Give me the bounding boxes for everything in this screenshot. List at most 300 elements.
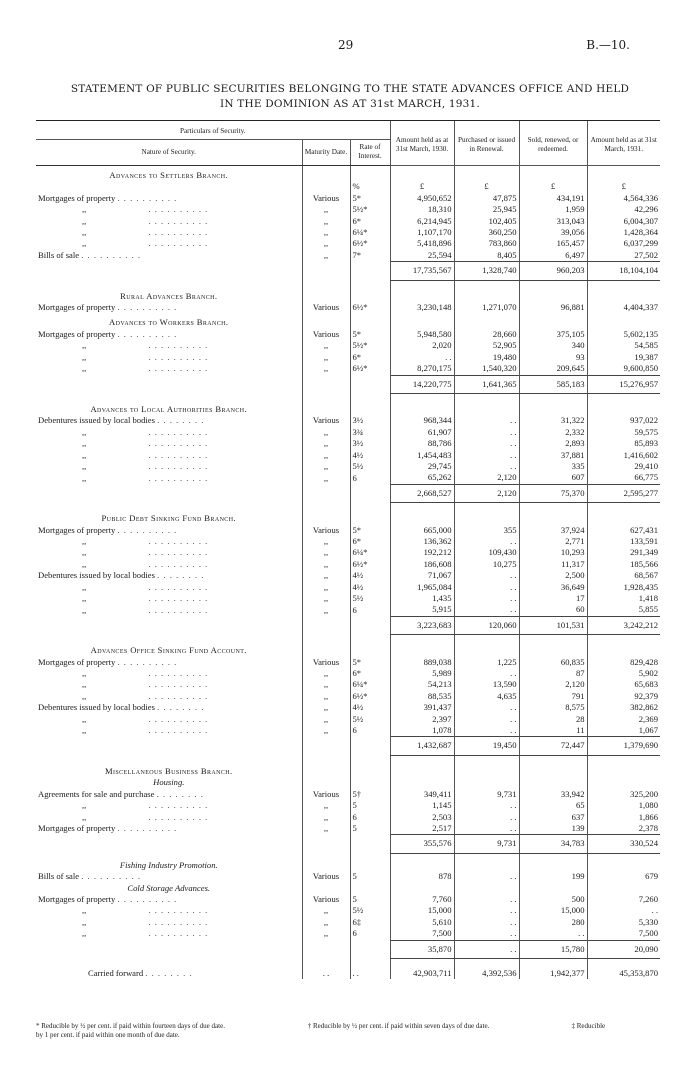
security-row <box>36 691 660 702</box>
empty-cell <box>350 940 390 958</box>
securities-table <box>36 120 660 979</box>
header-amount-held-1930: Amount held as at 31st March, 1930. <box>390 121 454 166</box>
maturity-date: ,, <box>302 679 350 690</box>
leader-dots: . . . . . . . . . . <box>148 438 209 449</box>
empty-cell <box>350 777 390 788</box>
security-row <box>36 917 660 928</box>
purchased-or-issued: 10,275 <box>454 559 519 570</box>
empty-cell <box>454 287 519 302</box>
empty-cell <box>302 860 350 871</box>
purchased-or-issued: . . <box>454 450 519 461</box>
nature-text: ,, <box>82 713 87 724</box>
purchased-or-issued: . . <box>454 905 519 916</box>
security-nature <box>36 928 302 940</box>
subtotal-purchased: 1,641,365 <box>454 375 519 393</box>
sold-or-redeemed: 637 <box>519 812 587 823</box>
interest-rate: 6 <box>350 472 390 484</box>
maturity-date: ,, <box>302 427 350 438</box>
sold-or-redeemed: 340 <box>519 340 587 351</box>
maturity-date: Various <box>302 193 350 204</box>
sold-or-redeemed: 60,835 <box>519 657 587 668</box>
purchased-or-issued: . . <box>454 438 519 449</box>
empty-cell <box>519 777 587 788</box>
carried-forward-row <box>36 965 660 979</box>
maturity-date: ,, <box>302 593 350 604</box>
maturity-date: Various <box>302 302 350 313</box>
purchased-or-issued: 47,875 <box>454 193 519 204</box>
interest-rate: 6½* <box>350 691 390 702</box>
maturity-date: Various <box>302 789 350 800</box>
empty-cell <box>390 883 454 894</box>
empty-cell <box>302 400 350 415</box>
security-nature <box>36 559 302 570</box>
security-nature <box>36 547 302 558</box>
nature-text: ,, <box>82 227 87 238</box>
security-nature <box>36 702 302 713</box>
interest-rate: 5* <box>350 329 390 340</box>
empty-cell <box>302 181 350 192</box>
leader-dots: . . . . . . . . . . <box>148 472 209 483</box>
interest-rate: 6* <box>350 668 390 679</box>
header-amount-held-1931: Amount held as at 31st March, 1931. <box>587 121 660 166</box>
amount-held-1930: 889,038 <box>390 657 454 668</box>
subtotal-purchased: . . <box>454 940 519 958</box>
purchased-or-issued: . . <box>454 725 519 737</box>
leader-dots: . . . . . . . . . . <box>117 524 178 535</box>
security-row <box>36 593 660 604</box>
subtotal-amount-held-1931: 3,242,212 <box>587 616 660 634</box>
maturity-date: ,, <box>302 204 350 215</box>
leader-dots: . . . . . . . . . . <box>148 460 209 471</box>
sold-or-redeemed: 96,881 <box>519 302 587 313</box>
sold-or-redeemed: 87 <box>519 668 587 679</box>
amount-unit: £ <box>390 181 454 192</box>
sold-or-redeemed: 39,056 <box>519 227 587 238</box>
security-row <box>36 238 660 249</box>
purchased-or-issued: 25,945 <box>454 204 519 215</box>
amount-held-1931: 59,575 <box>587 427 660 438</box>
interest-rate: 5½ <box>350 461 390 472</box>
purchased-or-issued: . . <box>454 894 519 905</box>
security-nature <box>36 657 302 668</box>
security-row <box>36 227 660 238</box>
subsection-heading: Cold Storage Advances. <box>127 882 211 893</box>
nature-text: Mortgages of property <box>38 893 116 904</box>
security-row <box>36 216 660 227</box>
sold-or-redeemed: 65 <box>519 800 587 811</box>
nature-text: Mortgages of property <box>38 823 116 834</box>
sold-or-redeemed: 791 <box>519 691 587 702</box>
leader-dots: . . . . . . . . . . <box>148 928 209 939</box>
sold-or-redeemed: 313,043 <box>519 216 587 227</box>
interest-rate: 5½ <box>350 593 390 604</box>
empty-cell <box>390 313 454 328</box>
nature-text: ,, <box>82 535 87 546</box>
amount-held-1930: 1,435 <box>390 593 454 604</box>
nature-text: Bills of sale <box>38 250 80 261</box>
maturity-date: ,, <box>302 438 350 449</box>
maturity-date: ,, <box>302 823 350 835</box>
security-nature <box>36 812 302 823</box>
security-nature <box>36 340 302 351</box>
interest-rate: 6½* <box>350 302 390 313</box>
security-nature <box>36 427 302 438</box>
amount-held-1931: 1,067 <box>587 725 660 737</box>
maturity-date: ,, <box>302 725 350 737</box>
amount-held-1930: 65,262 <box>390 472 454 484</box>
maturity-date: ,, <box>302 812 350 823</box>
sold-or-redeemed: 60 <box>519 604 587 616</box>
empty-cell <box>519 287 587 302</box>
interest-rate: 5* <box>350 193 390 204</box>
maturity-date: ,, <box>302 227 350 238</box>
sold-or-redeemed: 199 <box>519 871 587 882</box>
rate-unit: % <box>350 181 390 192</box>
nature-text: ,, <box>82 558 87 569</box>
leader-dots: . . . . . . . . . . <box>148 227 209 238</box>
purchased-or-issued: . . <box>454 427 519 438</box>
subtotal-purchased: 9,731 <box>454 835 519 853</box>
amount-held-1931: 7,260 <box>587 894 660 905</box>
nature-text: ,, <box>82 460 87 471</box>
interest-rate: 5* <box>350 525 390 536</box>
nature-text: ,, <box>82 351 87 362</box>
maturity-date: ,, <box>302 905 350 916</box>
interest-rate: 4½ <box>350 582 390 593</box>
purchased-or-issued: 28,660 <box>454 329 519 340</box>
empty-cell <box>350 509 390 524</box>
amount-held-1931: 19,387 <box>587 352 660 363</box>
empty-cell <box>587 287 660 302</box>
subtotal-amount-held-1930: 3,223,683 <box>390 616 454 634</box>
leader-dots: . . . . . . . . . . <box>117 302 178 313</box>
sold-or-redeemed: 2,771 <box>519 536 587 547</box>
amount-held-1931: 382,862 <box>587 702 660 713</box>
security-row <box>36 823 660 835</box>
subsection-heading: Housing. <box>153 777 185 788</box>
subtotal-row <box>36 484 660 502</box>
amount-held-1931: 4,404,337 <box>587 302 660 313</box>
sold-or-redeemed: 2,332 <box>519 427 587 438</box>
amount-held-1931: 1,080 <box>587 800 660 811</box>
interest-rate: 6 <box>350 725 390 737</box>
amount-held-1931: 1,418 <box>587 593 660 604</box>
security-row <box>36 894 660 905</box>
subtotal-row <box>36 835 660 853</box>
security-nature <box>36 691 302 702</box>
purchased-or-issued: . . <box>454 917 519 928</box>
empty-cell <box>36 262 302 280</box>
balance-unit: £ <box>587 181 660 192</box>
sold-or-redeemed: 2,893 <box>519 438 587 449</box>
amount-held-1930: 25,594 <box>390 250 454 262</box>
leader-dots: . . . . . . . . . . <box>148 363 209 374</box>
sold-or-redeemed: 37,881 <box>519 450 587 461</box>
empty-cell <box>302 777 350 788</box>
section-heading-row <box>36 762 660 777</box>
nature-text: ,, <box>82 340 87 351</box>
subtotal-row <box>36 262 660 280</box>
security-nature <box>36 570 302 581</box>
sold-or-redeemed: 10,293 <box>519 547 587 558</box>
amount-held-1931: 7,500 <box>587 928 660 940</box>
subtotal-sold: 15,780 <box>519 940 587 958</box>
empty-cell <box>519 860 587 871</box>
leader-dots: . . . . . . . . . . <box>148 800 209 811</box>
leader-dots: . . . . . . . . <box>157 415 205 426</box>
purchased-or-issued: 355 <box>454 525 519 536</box>
empty-cell <box>302 166 350 182</box>
empty-cell <box>302 313 350 328</box>
empty-cell <box>302 509 350 524</box>
amount-held-1930: 29,745 <box>390 461 454 472</box>
maturity-date: Various <box>302 415 350 426</box>
subtotal-sold: 585,183 <box>519 375 587 393</box>
sold-or-redeemed: 2,120 <box>519 679 587 690</box>
nature-text: Carried forward <box>88 967 144 978</box>
interest-rate: 3½ <box>350 415 390 426</box>
amount-held-1930: 1,965,084 <box>390 582 454 593</box>
subtotal-sold: 34,783 <box>519 835 587 853</box>
nature-text: ,, <box>82 690 87 701</box>
empty-cell <box>454 313 519 328</box>
amount-held-1930: 349,411 <box>390 789 454 800</box>
security-row <box>36 302 660 313</box>
sold-or-redeemed: 36,649 <box>519 582 587 593</box>
interest-rate: 6* <box>350 216 390 227</box>
purchased-or-issued: 4,635 <box>454 691 519 702</box>
interest-rate: 6‡ <box>350 917 390 928</box>
interest-rate: 6* <box>350 536 390 547</box>
statement-title <box>20 82 680 112</box>
amount-held-1930: 5,915 <box>390 604 454 616</box>
subtotal-sold: 101,531 <box>519 616 587 634</box>
leader-dots: . . . . . . . . . . <box>148 215 209 226</box>
security-row <box>36 812 660 823</box>
purchased-or-issued: 1,225 <box>454 657 519 668</box>
empty-cell <box>350 641 390 656</box>
maturity-date: ,, <box>302 450 350 461</box>
leader-dots: . . . . . . . . . . <box>148 581 209 592</box>
title-line-2: IN THE DOMINION AS AT 31st MARCH, 1931. <box>220 98 480 110</box>
empty-cell <box>350 166 390 182</box>
empty-cell <box>350 616 390 634</box>
maturity-date: ,, <box>302 363 350 375</box>
sold-or-redeemed: 6,497 <box>519 250 587 262</box>
amount-held-1930: 2,517 <box>390 823 454 835</box>
sold-or-redeemed: 11 <box>519 725 587 737</box>
security-row <box>36 714 660 725</box>
security-row <box>36 570 660 581</box>
interest-rate: 3½ <box>350 438 390 449</box>
amount-held-1931: 29,410 <box>587 461 660 472</box>
amount-held-1930: 5,948,580 <box>390 329 454 340</box>
empty-cell <box>36 737 302 755</box>
amount-held-1930: 7,760 <box>390 894 454 905</box>
section-heading: Public Debt Sinking Fund Branch. <box>101 513 236 524</box>
security-row <box>36 582 660 593</box>
empty-cell <box>350 835 390 853</box>
maturity-date: Various <box>302 525 350 536</box>
empty-cell <box>350 313 390 328</box>
amount-held-1931: 4,564,336 <box>587 193 660 204</box>
purchased-or-issued: . . <box>454 928 519 940</box>
empty-cell <box>587 641 660 656</box>
maturity-date: ,, <box>302 352 350 363</box>
leader-dots: . . . . . . . . . . <box>148 916 209 927</box>
sold-or-redeemed: 607 <box>519 472 587 484</box>
purchased-or-issued: 52,905 <box>454 340 519 351</box>
amount-held-1931: 92,379 <box>587 691 660 702</box>
nature-text: ,, <box>82 668 87 679</box>
amount-held-1930: 1,078 <box>390 725 454 737</box>
amount-held-1931: 5,330 <box>587 917 660 928</box>
subtotal-amount-held-1930: 1,432,687 <box>390 737 454 755</box>
empty-cell <box>350 883 390 894</box>
security-row <box>36 204 660 215</box>
leader-dots: . . . . . . . . <box>156 788 204 799</box>
section-heading-row <box>36 166 660 182</box>
nature-text: ,, <box>82 426 87 437</box>
purchased-or-issued: 19,480 <box>454 352 519 363</box>
interest-rate: 6½* <box>350 559 390 570</box>
empty-cell <box>350 375 390 393</box>
security-nature <box>36 415 302 426</box>
nature-text: ,, <box>82 928 87 939</box>
sold-or-redeemed: 335 <box>519 461 587 472</box>
nature-text: ,, <box>82 438 87 449</box>
amount-held-1930: 1,454,483 <box>390 450 454 461</box>
security-nature <box>36 525 302 536</box>
amount-held-1931: 42,296 <box>587 204 660 215</box>
interest-rate: 6 <box>350 812 390 823</box>
interest-rate: 6¼* <box>350 227 390 238</box>
amount-held-1931: 185,566 <box>587 559 660 570</box>
interest-rate: 5 <box>350 800 390 811</box>
nature-text: ,, <box>82 238 87 249</box>
maturity-date: ,, <box>302 668 350 679</box>
maturity-date: ,, <box>302 604 350 616</box>
security-nature <box>36 725 302 737</box>
interest-rate: . . <box>350 965 390 979</box>
security-row <box>36 871 660 882</box>
sold-or-redeemed: 1,959 <box>519 204 587 215</box>
maturity-date: ,, <box>302 917 350 928</box>
subtotal-sold: 75,370 <box>519 484 587 502</box>
purchased-or-issued: . . <box>454 461 519 472</box>
purchased-or-issued: . . <box>454 593 519 604</box>
amount-held-1931: 829,428 <box>587 657 660 668</box>
empty-cell <box>587 762 660 777</box>
amount-held-1930: 1,107,170 <box>390 227 454 238</box>
subtotal-purchased: 2,120 <box>454 484 519 502</box>
leader-dots: . . . . . . . . . . <box>148 340 209 351</box>
security-nature <box>36 894 302 905</box>
maturity-date: ,, <box>302 472 350 484</box>
maturity-date: Various <box>302 329 350 340</box>
subtotal-amount-held-1930: 14,220,775 <box>390 375 454 393</box>
subtotal-amount-held-1931: 2,595,277 <box>587 484 660 502</box>
security-row <box>36 461 660 472</box>
nature-text: ,, <box>82 215 87 226</box>
security-nature <box>36 917 302 928</box>
amount-held-1931: 45,353,870 <box>587 965 660 979</box>
footnote-continuation: by 1 per cent. if paid within one month of due date. <box>36 1031 180 1039</box>
security-row <box>36 450 660 461</box>
nature-text: ,, <box>82 725 87 736</box>
purchased-or-issued: 109,430 <box>454 547 519 558</box>
subtotal-amount-held-1930: 17,735,567 <box>390 262 454 280</box>
security-nature <box>36 450 302 461</box>
section-heading-row <box>36 313 660 328</box>
maturity-date: ,, <box>302 570 350 581</box>
interest-rate: 6½* <box>350 238 390 249</box>
amount-held-1930: 61,907 <box>390 427 454 438</box>
purchased-or-issued: 8,405 <box>454 250 519 262</box>
maturity-date: ,, <box>302 461 350 472</box>
empty-cell <box>390 641 454 656</box>
empty-cell <box>350 860 390 871</box>
maturity-date: ,, <box>302 547 350 558</box>
amount-held-1931: . . <box>587 905 660 916</box>
empty-cell <box>454 509 519 524</box>
nature-text: Agreements for sale and purchase <box>38 788 155 799</box>
interest-rate: 5½* <box>350 340 390 351</box>
subtotal-amount-held-1930: 355,576 <box>390 835 454 853</box>
header-sold: Sold, renewed, or redeemed. <box>519 121 587 166</box>
empty-cell <box>350 762 390 777</box>
amount-held-1931: 5,902 <box>587 668 660 679</box>
purchased-or-issued: 13,590 <box>454 679 519 690</box>
empty-cell <box>302 737 350 755</box>
security-nature <box>36 216 302 227</box>
security-row <box>36 438 660 449</box>
security-nature <box>36 800 302 811</box>
amount-held-1930: 88,786 <box>390 438 454 449</box>
security-row <box>36 668 660 679</box>
empty-cell <box>454 400 519 415</box>
empty-cell <box>390 400 454 415</box>
empty-cell <box>454 641 519 656</box>
security-nature <box>36 227 302 238</box>
purchased-or-issued: . . <box>454 823 519 835</box>
amount-held-1930: 2,503 <box>390 812 454 823</box>
purchased-or-issued: . . <box>454 871 519 882</box>
purchased-or-issued: 1,271,070 <box>454 302 519 313</box>
security-row <box>36 800 660 811</box>
security-nature <box>36 714 302 725</box>
sold-or-redeemed: 2,500 <box>519 570 587 581</box>
section-heading-row <box>36 641 660 656</box>
sold-or-redeemed: 31,322 <box>519 415 587 426</box>
section-heading-row <box>36 509 660 524</box>
security-nature <box>36 472 302 484</box>
leader-dots: . . . . . . . . . . <box>148 558 209 569</box>
empty-cell <box>302 616 350 634</box>
subtotal-row <box>36 616 660 634</box>
leader-dots: . . . . . . . . <box>157 570 205 581</box>
section-heading: Advances to Settlers Branch. <box>109 170 229 180</box>
section-heading: Advances to Local Authorities Branch. <box>90 403 248 414</box>
amount-held-1931: 9,600,850 <box>587 363 660 375</box>
maturity-date: ,, <box>302 928 350 940</box>
amount-held-1930: 136,362 <box>390 536 454 547</box>
maturity-date: . . <box>302 965 350 979</box>
empty-cell <box>302 262 350 280</box>
amount-held-1931: 68,567 <box>587 570 660 581</box>
security-row <box>36 604 660 616</box>
security-nature <box>36 789 302 800</box>
